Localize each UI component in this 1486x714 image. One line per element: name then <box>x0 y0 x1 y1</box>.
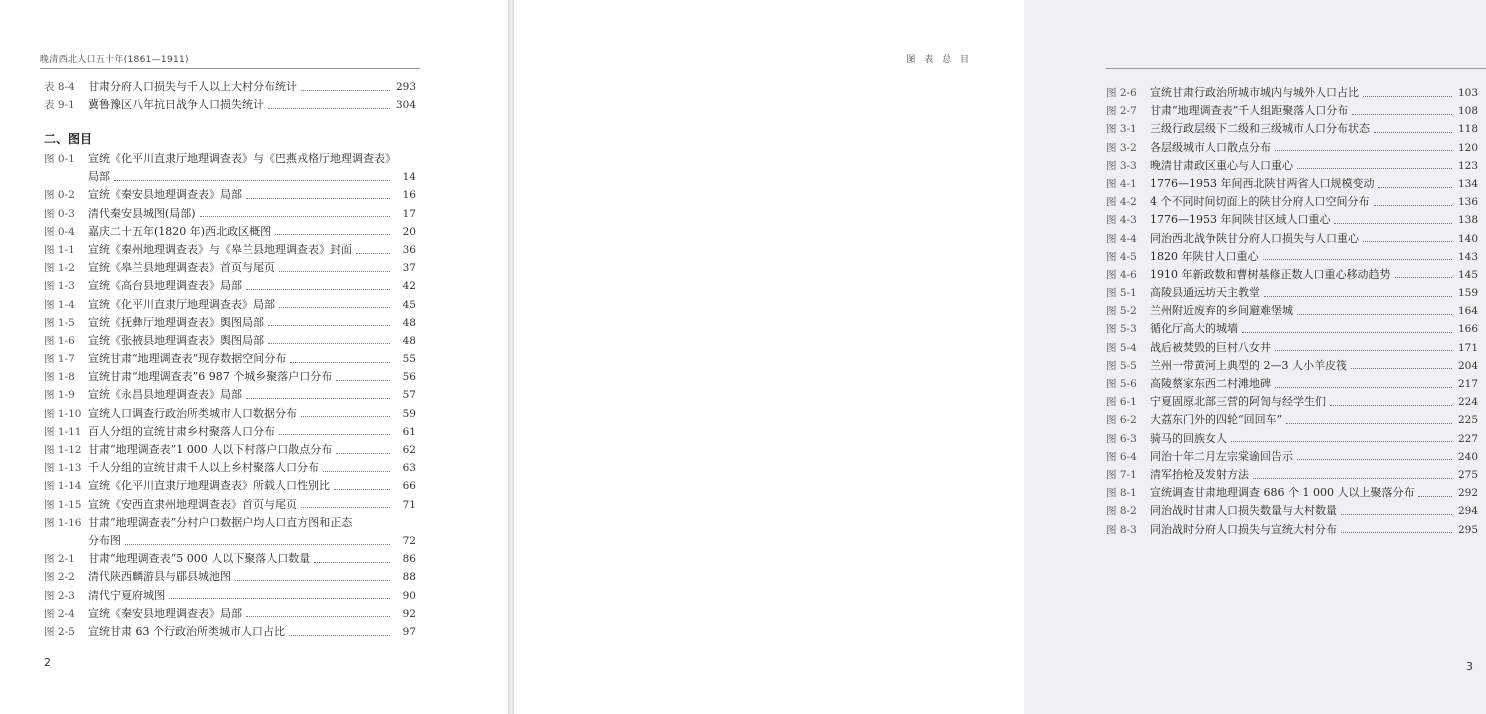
entry-page: 61 <box>402 425 416 438</box>
dot-leader <box>246 616 390 617</box>
entry-title: 1820 年陕甘人口重心 <box>1150 249 1259 263</box>
dot-leader <box>1297 459 1452 460</box>
dot-leader <box>1264 296 1452 297</box>
entry-number: 图 1-16 <box>44 516 82 529</box>
entry-title: 宣统《永昌县地理调查表》局部 <box>88 388 242 402</box>
entry-title: 1776—1953 年间陕甘区域人口重心 <box>1150 213 1331 227</box>
entry-page: 56 <box>402 371 416 384</box>
dot-leader <box>1341 514 1452 515</box>
header-rule <box>40 68 420 69</box>
entry-title: 晚清甘肃政区重心与人口重心 <box>1150 158 1293 172</box>
entry-title: 宣统调查甘肃地理调查 686 个 1 000 人以上聚落分布 <box>1150 486 1415 500</box>
toc-entry <box>44 477 416 495</box>
entry-page: 97 <box>402 625 416 638</box>
entry-title: 战后被焚毁的巨村八女井 <box>1150 340 1271 354</box>
entry-number: 图 0-3 <box>44 207 75 220</box>
entry-number: 表 8-4 <box>44 81 75 93</box>
running-head: 图 表 总 目 <box>906 55 972 65</box>
entry-title-line1: 甘肃“地理调查表”分村户口数据户均人口直方图和正态 <box>88 515 353 529</box>
toc-entry <box>1106 484 1478 502</box>
entry-page: 48 <box>402 316 416 329</box>
dot-leader <box>336 453 390 454</box>
dot-leader <box>1334 223 1452 224</box>
entry-number: 图 4-4 <box>1106 232 1137 245</box>
entry-number: 图 4-3 <box>1106 214 1137 227</box>
toc-entry <box>1106 120 1478 138</box>
dot-leader <box>169 598 390 599</box>
dot-leader <box>356 253 390 254</box>
entry-number: 图 6-3 <box>1106 432 1137 445</box>
entry-title: 甘肃“地理调查表”5 000 人以下聚落人口数量 <box>88 552 311 566</box>
toc-entry <box>1106 411 1478 429</box>
header-rule <box>1106 68 1486 69</box>
entry-title: 兰州一带黄河上典型的 2—3 人小羊皮筏 <box>1150 358 1347 372</box>
toc-entry <box>1106 266 1478 284</box>
entry-number: 图 4-1 <box>1106 177 1137 190</box>
entry-number: 图 3-1 <box>1106 123 1137 136</box>
entry-number: 图 1-2 <box>44 262 75 275</box>
entry-number: 图 2-1 <box>44 553 75 566</box>
toc-entry <box>44 623 416 641</box>
entry-page: 294 <box>1457 505 1478 518</box>
entry-title: 循化厅高大的城墙 <box>1150 322 1238 336</box>
toc-entry <box>44 587 416 605</box>
entry-number: 图 8-1 <box>1106 487 1137 500</box>
entry-title: 清代陕西麟游县与郿县城池图 <box>88 570 231 584</box>
entry-page: 48 <box>402 334 416 347</box>
entry-title: 宣统甘肃行政治所城市城内与城外人口占比 <box>1150 86 1359 99</box>
entry-title: 千人分组的宣统甘肃千人以上乡村聚落人口分布 <box>88 461 319 475</box>
dot-leader <box>235 580 390 581</box>
toc-entry <box>1106 320 1478 338</box>
entry-number: 图 6-1 <box>1106 396 1137 409</box>
dot-leader <box>334 489 390 490</box>
toc-entry <box>44 496 416 514</box>
dot-leader <box>246 398 390 399</box>
toc-entry <box>44 259 416 277</box>
entry-number: 图 1-8 <box>44 371 75 384</box>
toc-entry <box>44 186 416 204</box>
entry-title: 宣统《化平川直隶厅地理调查表》局部 <box>88 297 275 311</box>
toc-entry <box>44 150 416 186</box>
entry-number: 图 7-1 <box>1106 468 1137 481</box>
dot-leader <box>200 216 390 217</box>
entry-page: 225 <box>1457 414 1478 427</box>
dot-leader <box>1286 423 1452 424</box>
entry-title: 宣统甘肃“地理调查表”现存数据空间分布 <box>88 352 287 366</box>
entry-title: 宣统《化平川直隶厅地理调查表》所载人口性别比 <box>88 479 330 493</box>
dot-leader <box>1231 441 1452 442</box>
dot-leader <box>268 325 390 326</box>
entry-number: 图 4-6 <box>1106 268 1137 281</box>
entry-page: 14 <box>402 171 416 184</box>
entry-page: 88 <box>402 571 416 584</box>
entry-title: 宣统《秦州地理调查表》与《皋兰县地理调查表》封面 <box>88 242 352 256</box>
toc-entry <box>44 514 416 550</box>
toc-entry <box>1106 193 1478 211</box>
toc-entry <box>1106 157 1478 175</box>
entry-page: 103 <box>1457 87 1478 99</box>
dot-leader <box>301 90 390 91</box>
entry-title: 大荔东门外的四轮“回回车” <box>1150 413 1283 427</box>
entry-page: 145 <box>1457 268 1478 281</box>
entry-number: 图 2-2 <box>44 571 75 584</box>
entry-title: 骑马的回族女人 <box>1150 431 1227 445</box>
entry-title: 宣统人口调查行政治所类城市人口数据分布 <box>88 406 297 420</box>
entry-page: 20 <box>402 225 416 238</box>
entry-number: 图 5-3 <box>1106 323 1137 336</box>
toc-entry <box>1106 248 1478 266</box>
entry-title: 各层级城市人口散点分布 <box>1150 140 1271 154</box>
dot-leader <box>1275 150 1452 151</box>
toc-entry <box>44 550 416 568</box>
dot-leader <box>1263 259 1453 260</box>
entry-number: 图 2-3 <box>44 589 75 602</box>
entry-number: 图 5-5 <box>1106 359 1137 372</box>
dot-leader <box>301 507 390 508</box>
toc-entry <box>44 277 416 295</box>
toc-entry <box>44 96 416 114</box>
entry-title: 宣统《张掖县地理调查表》舆图局部 <box>88 333 264 347</box>
dot-leader <box>1395 277 1453 278</box>
toc-entry <box>44 459 416 477</box>
entry-page: 295 <box>1457 523 1478 536</box>
toc-entry <box>1106 339 1478 357</box>
entry-page: 204 <box>1457 359 1478 372</box>
section-title: 二、图目 <box>44 132 93 146</box>
entry-title: 宣统《秦安县地理调查表》局部 <box>88 188 242 202</box>
table-list <box>44 78 416 114</box>
entry-title: 同治战时甘肃人口损失数量与大村数量 <box>1150 504 1337 518</box>
entry-number: 图 1-15 <box>44 498 82 511</box>
entry-page: 227 <box>1457 432 1478 445</box>
entry-page: 224 <box>1457 396 1478 409</box>
entry-page: 304 <box>395 99 416 112</box>
entry-number: 图 1-11 <box>44 425 82 438</box>
dot-leader <box>336 380 390 381</box>
entry-title: 高陵蔡家东西二村滩地碑 <box>1150 377 1271 390</box>
entry-number: 图 2-6 <box>1106 87 1137 99</box>
toc-entry <box>44 241 416 259</box>
entry-page: 164 <box>1457 305 1478 318</box>
entry-page: 134 <box>1457 177 1478 190</box>
toc-entry <box>44 223 416 241</box>
right-page <box>514 0 1478 714</box>
dot-leader <box>1352 114 1452 115</box>
entry-title: 清军抬枪及发射方法 <box>1150 467 1249 481</box>
dot-leader <box>1330 405 1452 406</box>
toc-entry <box>1106 521 1478 539</box>
entry-title: 宁夏固原北部三营的阿訇与经学生们 <box>1150 395 1326 409</box>
toc-entry <box>44 405 416 423</box>
toc-entry <box>1106 430 1478 448</box>
dot-leader <box>314 562 390 563</box>
toc-entry <box>1106 393 1478 411</box>
toc-entry <box>1106 375 1478 393</box>
dot-leader <box>1374 205 1453 206</box>
toc-entry <box>44 568 416 586</box>
toc-entry <box>44 332 416 350</box>
toc-entry <box>44 368 416 386</box>
entry-page: 240 <box>1457 450 1478 463</box>
entry-title: 甘肃“地理调查表”1 000 人以下村落户口散点分布 <box>88 443 333 457</box>
dot-leader <box>268 343 390 344</box>
entry-number: 图 8-2 <box>1106 505 1137 518</box>
dot-leader <box>289 635 390 636</box>
toc-entry <box>1106 84 1478 102</box>
toc-entry <box>1106 139 1478 157</box>
dot-leader <box>1341 532 1452 533</box>
dot-leader <box>1418 496 1452 497</box>
dot-leader <box>125 544 390 545</box>
toc-entry <box>1106 284 1478 302</box>
entry-number: 图 1-12 <box>44 444 82 457</box>
entry-number: 图 1-7 <box>44 353 75 366</box>
entry-title: 局部 <box>88 170 110 184</box>
entry-number: 图 1-9 <box>44 389 75 402</box>
entry-number: 图 2-4 <box>44 607 75 620</box>
dot-leader <box>1351 368 1452 369</box>
entry-title: 同治战时分府人口损失与宣统大村分布 <box>1150 522 1337 536</box>
entry-page: 143 <box>1457 250 1478 263</box>
entry-title: 甘肃“地理调查表”千人组距聚落人口分布 <box>1150 104 1349 118</box>
entry-page: 55 <box>402 353 416 366</box>
entry-page: 159 <box>1457 287 1478 300</box>
dot-leader <box>1297 168 1452 169</box>
entry-page: 171 <box>1457 341 1478 354</box>
entry-title: 同治西北战争陕甘分府人口损失与人口重心 <box>1150 231 1359 245</box>
entry-number: 图 6-4 <box>1106 450 1137 463</box>
entry-page: 120 <box>1457 141 1478 154</box>
entry-page: 140 <box>1457 232 1478 245</box>
entry-title: 宣统《安西直隶州地理调查表》首页与尾页 <box>88 497 297 511</box>
entry-number: 图 1-4 <box>44 298 75 311</box>
entry-page: 92 <box>402 607 416 620</box>
toc-entry <box>44 78 416 96</box>
entry-number: 图 1-14 <box>44 480 82 493</box>
figure-list <box>1106 84 1478 539</box>
toc-entry <box>1106 302 1478 320</box>
dot-leader <box>1253 478 1452 479</box>
dot-leader <box>301 416 390 417</box>
toc-entry <box>44 296 416 314</box>
entry-number: 图 1-6 <box>44 334 75 347</box>
dot-leader <box>246 198 390 199</box>
entry-page: 90 <box>402 589 416 602</box>
toc-entry <box>1106 357 1478 375</box>
toc-entry <box>1106 230 1478 248</box>
toc-entry <box>44 441 416 459</box>
entry-number: 图 5-6 <box>1106 378 1137 390</box>
running-head: 晚清西北人口五十年(1861—1911) <box>40 55 189 65</box>
entry-number: 图 6-2 <box>1106 414 1137 427</box>
toc-entry <box>1106 102 1478 120</box>
toc-entry <box>44 386 416 404</box>
dot-leader <box>1363 96 1452 97</box>
entry-page: 16 <box>402 189 416 202</box>
entry-number: 图 2-5 <box>44 625 75 638</box>
entry-title: 宣统甘肃 63 个行政治所类城市人口占比 <box>88 624 285 638</box>
entry-number: 图 1-13 <box>44 462 82 475</box>
entry-title: 1776—1953 年间西北陕甘两省人口规模变动 <box>1150 176 1375 190</box>
entry-page: 217 <box>1457 378 1478 390</box>
entry-number: 图 3-3 <box>1106 159 1137 172</box>
entry-page: 118 <box>1457 123 1478 136</box>
entry-page: 123 <box>1457 159 1478 172</box>
toc-entry <box>44 205 416 223</box>
entry-title: 宣统《皋兰县地理调查表》首页与尾页 <box>88 261 275 275</box>
entry-title-line1: 宣统《化平川直隶厅地理调查表》与《巴燕戎格厅地理调查表》 <box>88 152 396 165</box>
left-page <box>0 0 508 714</box>
entry-page: 138 <box>1457 214 1478 227</box>
dot-leader <box>1363 241 1452 242</box>
entry-page: 86 <box>402 553 416 566</box>
entry-number: 图 1-10 <box>44 407 82 420</box>
toc-entry <box>1106 175 1478 193</box>
entry-page: 292 <box>1457 487 1478 500</box>
dot-leader <box>279 307 390 308</box>
entry-title: 宣统《高台县地理调查表》局部 <box>88 279 242 293</box>
figure-list <box>44 150 416 641</box>
dot-leader <box>1242 332 1452 333</box>
entry-page: 59 <box>402 407 416 420</box>
entry-page: 57 <box>402 389 416 402</box>
entry-number: 图 4-2 <box>1106 196 1137 209</box>
page-number: 2 <box>44 656 51 669</box>
entry-title: 宣统甘肃“地理调查表”6 987 个城乡聚落户口分布 <box>88 370 333 384</box>
entry-page: 45 <box>402 298 416 311</box>
dot-leader <box>290 362 390 363</box>
entry-number: 图 4-5 <box>1106 250 1137 263</box>
entry-title: 分布图 <box>88 533 121 547</box>
entry-page: 17 <box>402 207 416 220</box>
entry-number: 图 0-2 <box>44 189 75 202</box>
entry-title: 嘉庆二十五年(1820 年)西北政区概图 <box>88 224 272 238</box>
entry-page: 42 <box>402 280 416 293</box>
dot-leader <box>246 289 390 290</box>
dot-leader <box>279 271 390 272</box>
entry-page: 63 <box>402 462 416 475</box>
entry-page: 36 <box>402 243 416 256</box>
entry-title: 清代宁夏府城图 <box>88 588 165 602</box>
entry-title: 甘肃分府人口损失与千人以上大村分布统计 <box>88 80 297 93</box>
toc-entry <box>44 314 416 332</box>
dot-leader <box>268 108 390 109</box>
dot-leader <box>1378 187 1452 188</box>
entry-page: 136 <box>1457 196 1478 209</box>
dot-leader <box>323 471 390 472</box>
entry-page: 275 <box>1457 468 1478 481</box>
entry-number: 表 9-1 <box>44 99 75 112</box>
dot-leader <box>114 180 390 181</box>
entry-number: 图 5-1 <box>1106 287 1137 300</box>
entry-title: 4 个不同时间切面上的陕甘分府人口空间分布 <box>1150 195 1370 209</box>
entry-title: 高陵县通远坊天主教堂 <box>1150 286 1260 300</box>
entry-page: 166 <box>1457 323 1478 336</box>
entry-number: 图 8-3 <box>1106 523 1137 536</box>
dot-leader <box>279 434 390 435</box>
entry-number: 图 5-4 <box>1106 341 1137 354</box>
toc-entry <box>44 350 416 368</box>
entry-title: 宣统《秦安县地理调查表》局部 <box>88 606 242 620</box>
toc-entry <box>1106 466 1478 484</box>
entry-number: 图 1-5 <box>44 316 75 329</box>
entry-title: 清代秦安县城图(局部) <box>88 206 196 220</box>
entry-number: 图 0-1 <box>44 153 75 165</box>
entry-number: 图 1-3 <box>44 280 75 293</box>
dot-leader <box>275 234 390 235</box>
entry-title: 冀鲁豫区八年抗日战争人口损失统计 <box>88 98 264 112</box>
entry-page: 66 <box>402 480 416 493</box>
entry-title: 兰州附近废弃的乡间避难堡城 <box>1150 304 1293 318</box>
dot-leader <box>1297 314 1452 315</box>
entry-number: 图 0-4 <box>44 225 75 238</box>
entry-page: 71 <box>402 498 416 511</box>
entry-page: 293 <box>395 81 416 93</box>
entry-title: 宣统《抚彝厅地理调查表》舆图局部 <box>88 315 264 329</box>
entry-page: 108 <box>1457 105 1478 118</box>
page-number: 3 <box>1466 660 1473 673</box>
entry-page: 62 <box>402 444 416 457</box>
entry-number: 图 2-7 <box>1106 105 1137 118</box>
entry-page: 37 <box>402 262 416 275</box>
dot-leader <box>1275 350 1452 351</box>
entry-title: 同治十年二月左宗棠谕回告示 <box>1150 449 1293 463</box>
dot-leader <box>1275 387 1452 388</box>
entry-title: 1910 年新政数和曹树基修正数人口重心移动趋势 <box>1150 267 1391 281</box>
toc-entry <box>1106 211 1478 229</box>
toc-entry <box>1106 502 1478 520</box>
entry-number: 图 1-1 <box>44 243 75 256</box>
dot-leader <box>1374 132 1452 133</box>
toc-entry <box>44 423 416 441</box>
toc-entry <box>44 605 416 623</box>
entry-number: 图 5-2 <box>1106 305 1137 318</box>
entry-title: 三级行政层级下二级和三级城市人口分布状态 <box>1150 122 1370 136</box>
toc-entry <box>1106 448 1478 466</box>
entry-number: 图 3-2 <box>1106 141 1137 154</box>
entry-title: 百人分组的宣统甘肃乡村聚落人口分布 <box>88 424 275 438</box>
entry-page: 72 <box>402 534 416 547</box>
